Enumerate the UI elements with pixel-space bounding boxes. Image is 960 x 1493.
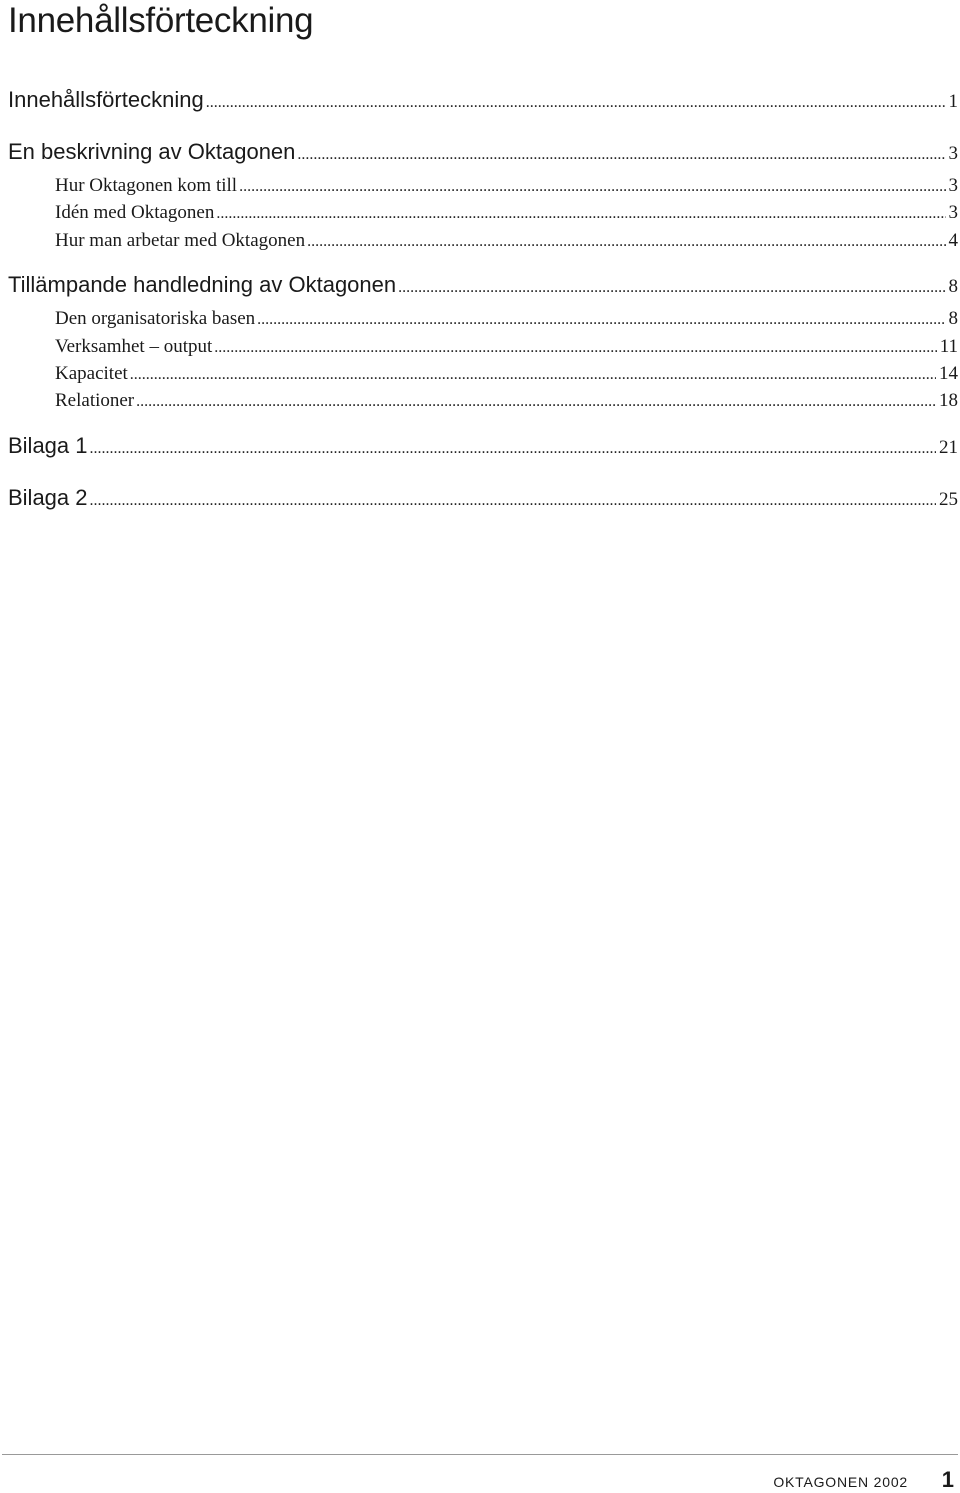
page-title: Innehållsförteckning [8, 1, 314, 40]
toc-entry-page: 8 [948, 308, 958, 329]
toc-entry-label: Kapacitet [55, 363, 128, 384]
toc-entry-page: 3 [948, 143, 958, 164]
dot-leader [90, 435, 936, 463]
toc-entry-page: 3 [948, 175, 958, 196]
toc-entry-label: Idén med Oktagonen [55, 202, 215, 223]
toc-subentry[interactable] [55, 201, 958, 225]
toc-subentry[interactable] [55, 362, 958, 386]
toc-subentry[interactable] [55, 335, 958, 359]
toc-entry-label: Verksamhet – output [55, 336, 213, 357]
dot-leader [398, 274, 945, 302]
toc-entry-page: 4 [948, 230, 958, 251]
toc-entry-label: Innehållsförteckning [8, 87, 204, 112]
toc-entry-label: Tillämpande handledning av Oktagonen [8, 272, 397, 297]
toc-subentry[interactable] [55, 229, 958, 253]
dot-leader [239, 175, 945, 199]
toc-entry[interactable] [8, 86, 958, 114]
toc-entry-label: Bilaga 1 [8, 433, 88, 458]
toc-entry-page: 25 [939, 489, 958, 510]
toc-entry-page: 21 [939, 437, 958, 458]
toc-subentry[interactable] [55, 389, 958, 413]
dot-leader [297, 141, 945, 169]
toc-entry[interactable] [8, 138, 958, 166]
dot-leader [90, 487, 936, 515]
toc-entry-label: Hur man arbetar med Oktagonen [55, 230, 306, 251]
footer-divider [2, 1454, 958, 1455]
toc-entry-label: Relationer [55, 390, 135, 411]
toc-entry-label: Den organisatoriska basen [55, 308, 256, 329]
toc-entry-page: 8 [948, 276, 958, 297]
toc-entry-page: 18 [939, 390, 958, 411]
dot-leader [130, 363, 936, 387]
toc-entry-page: 14 [939, 363, 958, 384]
toc-entry-page: 3 [948, 202, 958, 223]
toc-entry[interactable] [8, 484, 958, 512]
toc-entry-page: 1 [948, 91, 958, 112]
toc-entry-label: En beskrivning av Oktagonen [8, 139, 296, 164]
footer-page-number: 1 [941, 1467, 954, 1492]
dot-leader [257, 308, 945, 332]
toc-subentry[interactable] [55, 307, 958, 331]
dot-leader [206, 89, 946, 117]
dot-leader [214, 336, 936, 360]
toc-entry[interactable] [8, 432, 958, 460]
toc-entry-label: Bilaga 2 [8, 485, 88, 510]
toc-entry[interactable] [8, 271, 958, 299]
dot-leader [216, 202, 945, 226]
toc-subentry[interactable] [55, 174, 958, 198]
toc-entry-label: Hur Oktagonen kom till [55, 175, 238, 196]
dot-leader [307, 230, 945, 254]
footer-publication-label: OKTAGONEN 2002 [773, 1474, 908, 1490]
dot-leader [136, 390, 936, 414]
toc-entry-page: 11 [939, 336, 958, 357]
